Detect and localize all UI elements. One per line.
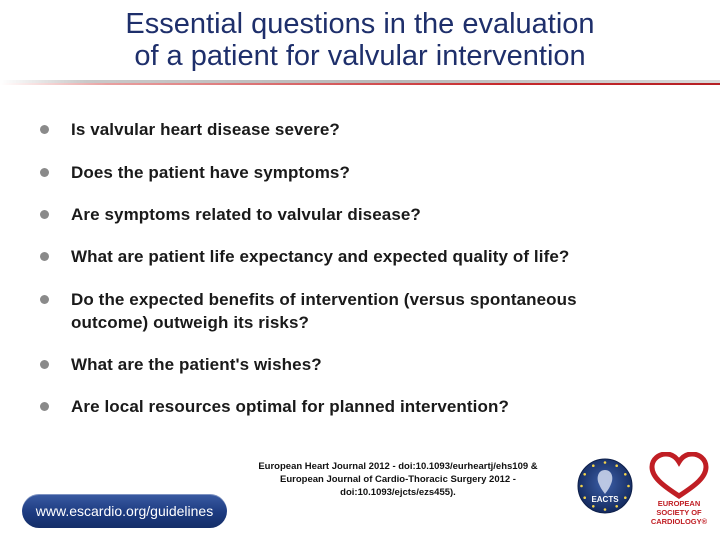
list-item-text: Is valvular heart disease severe? (71, 120, 340, 139)
citation (228, 460, 568, 499)
title-line-2: of a patient for valvular intervention (134, 40, 586, 72)
esc-logo-text (642, 499, 716, 526)
esc-logo-line-1: EUROPEAN (657, 499, 701, 508)
eacts-logo (572, 456, 638, 516)
list-item (40, 118, 690, 141)
list-item-text (71, 288, 577, 334)
bullet-dot-icon (40, 125, 49, 134)
list-item-text-line-2: outcome) outweigh its risks? (71, 313, 309, 332)
list-item-text: Are local resources optimal for planned intervention? (71, 397, 509, 416)
list-item-text: What are the patient's wishes? (71, 355, 322, 374)
list-item (40, 353, 690, 376)
list-item (40, 161, 690, 184)
guidelines-url-link[interactable]: www.escardio.org/guidelines (22, 494, 227, 528)
list-item-text: Are symptoms related to valvular disease? (71, 205, 421, 224)
header-divider-red (0, 83, 720, 85)
bullet-dot-icon (40, 210, 49, 219)
eacts-logo-text: EACTS (591, 495, 619, 504)
citation-line-2: European Journal of Cardio-Thoracic Surgery 2012 - (280, 474, 516, 485)
list-item-text: Does the patient have symptoms? (71, 163, 350, 182)
slide-title (0, 8, 720, 72)
bullet-dot-icon (40, 295, 49, 304)
title-line-1: Essential questions in the evaluation (125, 8, 595, 40)
list-item (40, 203, 690, 226)
list-item-text: What are patient life expectancy and expected quality of life? (71, 247, 570, 266)
bullet-dot-icon (40, 252, 49, 261)
list-item (40, 288, 690, 334)
citation-line-3: doi:10.1093/ejcts/ezs455). (340, 487, 456, 498)
bullet-dot-icon (40, 168, 49, 177)
bullet-dot-icon (40, 402, 49, 411)
list-item-text-line-1: Do the expected benefits of intervention (versus spontaneous (71, 290, 577, 309)
esc-heart-icon (652, 454, 706, 496)
esc-logo-line-3: CARDIOLOGY® (650, 517, 708, 526)
esc-logo-line-2: SOCIETY OF (656, 508, 702, 517)
citation-line-1: European Heart Journal 2012 - doi:10.1093/eurheartj/ehs109 & (258, 461, 538, 472)
bullet-dot-icon (40, 360, 49, 369)
list-item (40, 395, 690, 418)
list-item (40, 245, 690, 268)
